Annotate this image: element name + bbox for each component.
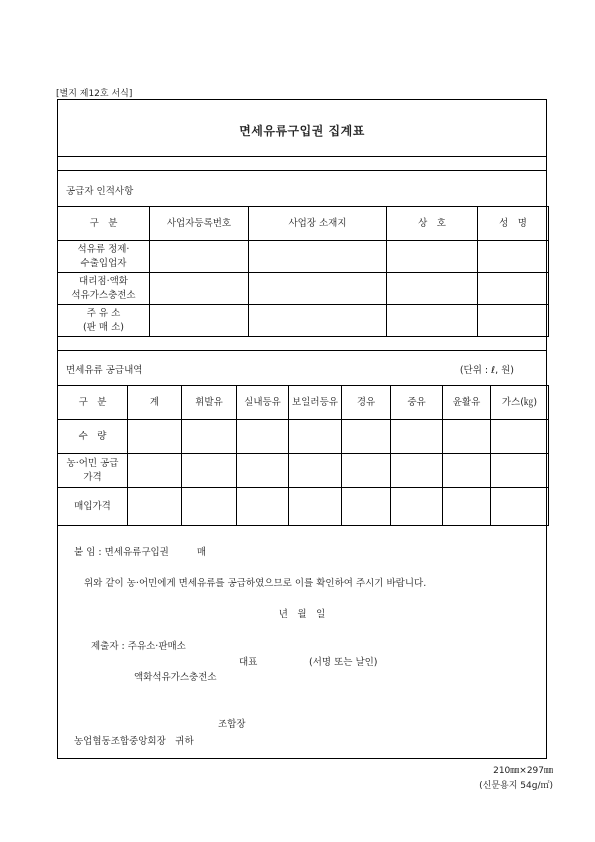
- sign-or-seal-label: (서명 또는 날인): [309, 657, 378, 668]
- header-category: 구 분: [58, 386, 128, 420]
- row-label: [58, 420, 128, 454]
- form-number-label: [별지 제12호 서식]: [56, 89, 133, 99]
- cell-business-number[interactable]: [150, 305, 249, 337]
- value-cell[interactable]: [182, 488, 237, 526]
- confirm-text: 위와 같이 농·어민에게 면세유류를 공급하였으므로 이를 확인하여 주시기 바랍니다.: [84, 578, 427, 589]
- value-cell[interactable]: [491, 420, 549, 454]
- header-total: 계: [128, 386, 182, 420]
- supplier-header-row: [58, 207, 549, 241]
- header-boiler-kerosene: 보일러등유: [289, 386, 342, 420]
- supply-table: [57, 385, 549, 526]
- divider: [58, 350, 546, 351]
- header-diesel: 경유: [342, 386, 391, 420]
- paper-size-label: 210㎜×297㎜: [493, 766, 553, 776]
- cell-business-address[interactable]: [249, 241, 387, 273]
- cell-name[interactable]: [478, 273, 549, 305]
- row-label: [58, 241, 150, 273]
- cell-name[interactable]: [478, 305, 549, 337]
- row-label-line1: 주 유 소: [86, 307, 121, 319]
- table-row: [58, 305, 549, 337]
- submitter-label: 제출자 : 주유소·판매소: [91, 641, 186, 652]
- value-cell[interactable]: [289, 454, 342, 488]
- table-row: [58, 241, 549, 273]
- value-cell[interactable]: [443, 454, 491, 488]
- row-label-line1: 수 량: [78, 430, 107, 442]
- representative-label: 대표: [239, 657, 258, 668]
- header-category: 구 분: [58, 207, 150, 241]
- header-gas: 가스(㎏): [491, 386, 549, 420]
- form-title: 면세유류구입권 집계표: [239, 124, 365, 138]
- cell-business-address[interactable]: [249, 273, 387, 305]
- unit-label: (단위 : ℓ, 원): [459, 365, 514, 376]
- paper-type-label: (신문용지 54g/㎡): [479, 781, 553, 791]
- value-cell[interactable]: [391, 454, 443, 488]
- value-cell[interactable]: [289, 420, 342, 454]
- date-line: 년 월 일: [278, 609, 326, 620]
- cell-business-number[interactable]: [150, 273, 249, 305]
- value-cell[interactable]: [491, 454, 549, 488]
- cell-trade-name[interactable]: [387, 273, 478, 305]
- cell-business-number[interactable]: [150, 241, 249, 273]
- value-cell[interactable]: [237, 420, 289, 454]
- addressee-label: 농업협동조합중앙회장 귀하: [74, 736, 194, 747]
- row-label: [58, 273, 150, 305]
- value-cell[interactable]: [391, 488, 443, 526]
- attachment-line: [74, 544, 206, 558]
- table-row: [58, 454, 549, 488]
- row-label-line1: 석유류 정제·: [77, 243, 130, 255]
- table-row: [58, 420, 549, 454]
- row-label: [58, 305, 150, 337]
- value-cell[interactable]: [443, 420, 491, 454]
- row-label: [58, 488, 128, 526]
- value-cell[interactable]: [342, 420, 391, 454]
- header-gasoline: 휘발유: [182, 386, 237, 420]
- divider: [58, 156, 546, 157]
- value-cell[interactable]: [128, 454, 182, 488]
- value-cell[interactable]: [342, 488, 391, 526]
- value-cell[interactable]: [342, 454, 391, 488]
- row-label-line1: 농·어민 공급: [66, 457, 119, 469]
- supply-section-title: 면세유류 공급내역: [66, 365, 143, 376]
- row-label-line2: 가격: [83, 471, 102, 483]
- header-business-number: 사업자등록번호: [150, 207, 249, 241]
- cell-name[interactable]: [478, 241, 549, 273]
- header-lubricant: 윤활유: [443, 386, 491, 420]
- value-cell[interactable]: [237, 454, 289, 488]
- value-cell[interactable]: [128, 488, 182, 526]
- row-label-line2: 석유가스충전소: [71, 289, 136, 301]
- value-cell[interactable]: [491, 488, 549, 526]
- attachment-suffix: 매: [196, 547, 207, 558]
- header-indoor-kerosene: 실내등유: [237, 386, 289, 420]
- header-trade-name: 상 호: [387, 207, 478, 241]
- lpg-station-label: 액화석유가스충전소: [134, 672, 217, 683]
- value-cell[interactable]: [391, 420, 443, 454]
- cell-business-address[interactable]: [249, 305, 387, 337]
- row-label: [58, 454, 128, 488]
- attachment-prefix: 붙 임 : 면세유류구입권: [74, 547, 169, 558]
- value-cell[interactable]: [237, 488, 289, 526]
- divider: [58, 170, 546, 171]
- supplier-table: [57, 206, 549, 337]
- value-cell[interactable]: [289, 488, 342, 526]
- value-cell[interactable]: [443, 488, 491, 526]
- header-name: 성 명: [478, 207, 549, 241]
- table-row: [58, 273, 549, 305]
- table-row: [58, 488, 549, 526]
- union-head-label: 조합장: [218, 719, 246, 730]
- row-label-line1: 대리점·액화: [79, 275, 128, 287]
- header-business-address: 사업장 소재지: [249, 207, 387, 241]
- supply-header-row: [58, 386, 549, 420]
- row-label-line1: 매입가격: [74, 500, 111, 512]
- row-label-line2: 수출입업자: [80, 257, 127, 269]
- cell-trade-name[interactable]: [387, 241, 478, 273]
- row-label-line2: (판 매 소): [83, 321, 124, 333]
- value-cell[interactable]: [128, 420, 182, 454]
- value-cell[interactable]: [182, 420, 237, 454]
- header-heavy-oil: 중유: [391, 386, 443, 420]
- cell-trade-name[interactable]: [387, 305, 478, 337]
- supplier-section-title: 공급자 인적사항: [66, 186, 134, 197]
- value-cell[interactable]: [182, 454, 237, 488]
- form-frame: [57, 99, 547, 759]
